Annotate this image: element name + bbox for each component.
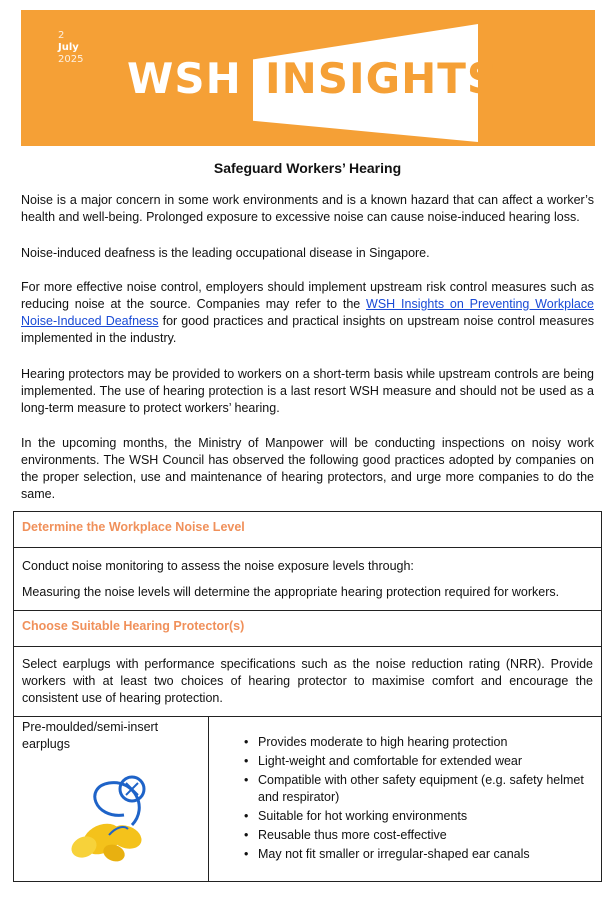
issue-month: July [58,42,79,53]
section2-heading-row [14,611,601,647]
earplug-type-cell [14,717,209,881]
paragraph-noise-concern: Noise is a major concern in some work environments and is a known hazard that can affect a worker’s health and well-being. Prolonged exposure to excessive noise can cause noise-induced hearing loss. [21,193,594,224]
p3-text-before: For more effective noise control, employers should implement upstream risk control measures such as reducing noise at the source. Companies may refer to the [21,280,594,311]
list-item: • Suitable for hot working environments [238,808,594,825]
good-practices-table [13,511,602,882]
issue-year: 2025 [58,54,84,65]
header-banner [21,10,595,146]
paragraph-leading-disease: Noise-induced deafness is the leading occupational disease in Singapore. [21,246,430,260]
brand-insights: INSIGHTS [265,54,499,103]
earplug-features-list [238,734,594,865]
section1-heading: Determine the Workplace Noise Level [22,520,245,534]
brand-wsh: WSH [127,54,242,103]
wsh-insights-link[interactable]: WSH Insights on Preventing Workplace Noise-Induced Deafness [21,297,594,328]
section1-body-row [14,548,601,611]
paragraph-inspections: In the upcoming months, the Ministry of Manpower will be conducting inspections on noisy work environments. The WSH Council has observed the following good practices adopted by companies on the proper selection, use and maintenance of hearing protectors, and urge more companies to do the same. [21,436,594,501]
section2-body-row [14,647,601,717]
p3-text-after: for good practices and practical insights on upstream noise control measures implemented in the industry. [21,314,594,345]
section2-text: Select earplugs with performance specifications such as the noise reduction rating (NRR). Provide workers with at least two choices of hearing protector to maximise comfort and encourage the consistent use of hearing protection. [22,657,593,705]
section2-heading: Choose Suitable Hearing Protector(s) [22,619,245,633]
list-item: • Reusable thus more cost-effective [238,827,594,844]
earplug-type-label: Pre-moulded/semi-insert earplugs [22,720,159,751]
list-item: • Provides moderate to high hearing protection [238,734,594,751]
earplug-icon [54,767,164,867]
list-item: • Light-weight and comfortable for extended wear [238,753,594,770]
section1-line2: Measuring the noise levels will determine the appropriate hearing protection required for workers. [22,585,560,599]
list-item: • May not fit smaller or irregular-shaped ear canals [238,846,594,863]
page-title: Safeguard Workers’ Hearing [213,160,402,176]
section1-line1: Conduct noise monitoring to assess the noise exposure levels through: [22,559,414,573]
paragraph-hearing-protectors: Hearing protectors may be provided to workers on a short-term basis while upstream controls are being implemented. The use of hearing protection is a last resort WSH measure and should not be used as a long-term measure to protect workers’ hearing. [21,367,594,415]
list-item: • Compatible with other safety equipment (e.g. safety helmet and respirator) [238,772,594,806]
issue-day: 2 [58,30,65,41]
section1-heading-row [14,512,601,548]
paragraph-noise-control [21,279,594,347]
issue-date [58,30,83,66]
